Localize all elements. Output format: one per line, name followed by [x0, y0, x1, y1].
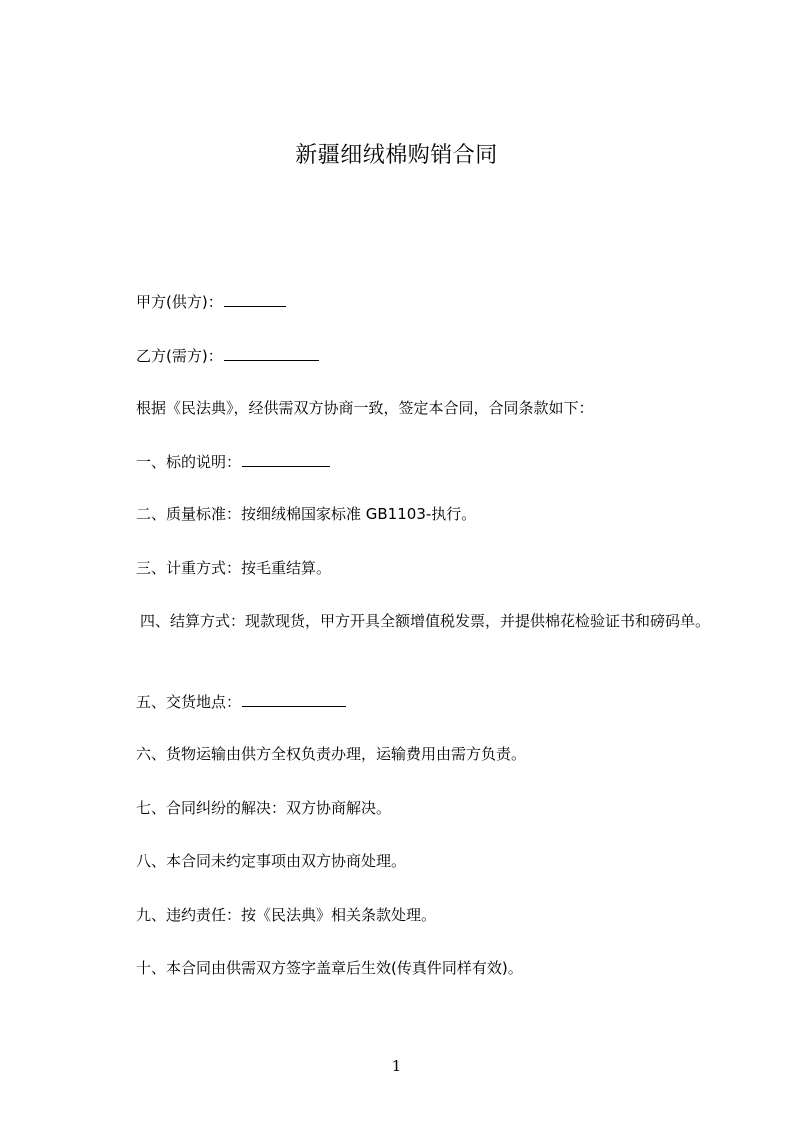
party-a-label: 甲方(供方)：	[136, 293, 223, 311]
clause-8: 八、本合同未约定事项由双方协商处理。	[136, 852, 407, 870]
clause-5-line	[136, 690, 346, 713]
intro-text: 根据《民法典》，经供需双方协商一致，签定本合同，合同条款如下：	[136, 399, 594, 417]
party-a-line	[136, 290, 286, 313]
clause-10: 十、本合同由供需双方签字盖章后生效(传真件同样有效)。	[136, 959, 523, 977]
party-a-blank	[224, 290, 286, 307]
clause-3: 三、计重方式：按毛重结算。	[136, 559, 332, 577]
clause-7: 七、合同纠纷的解决：双方协商解决。	[136, 799, 392, 817]
document-title: 新疆细绒棉购销合同	[295, 143, 498, 168]
clause-5-label: 五、交货地点：	[136, 693, 242, 711]
clause-1-blank	[242, 450, 330, 467]
clause-6: 六、货物运输由供方全权负责办理，运输费用由需方负责。	[136, 745, 527, 763]
clause-1-label: 一、标的说明：	[136, 453, 242, 471]
clause-9: 九、违约责任：按《民法典》相关条款处理。	[136, 906, 437, 924]
clause-5-blank	[242, 690, 346, 707]
clause-2: 二、质量标准：按细绒棉国家标准 GB1103-执行。	[136, 505, 477, 523]
clause-4: 四、结算方式：现款现货，甲方开具全额增值税发票，并提供棉花检验证书和磅码单。	[140, 612, 711, 630]
party-b-line	[136, 344, 319, 367]
clause-1-line	[136, 450, 330, 473]
page-number: 1	[391, 1057, 402, 1075]
party-b-label: 乙方(需方)：	[136, 347, 223, 365]
party-b-blank	[224, 344, 319, 361]
